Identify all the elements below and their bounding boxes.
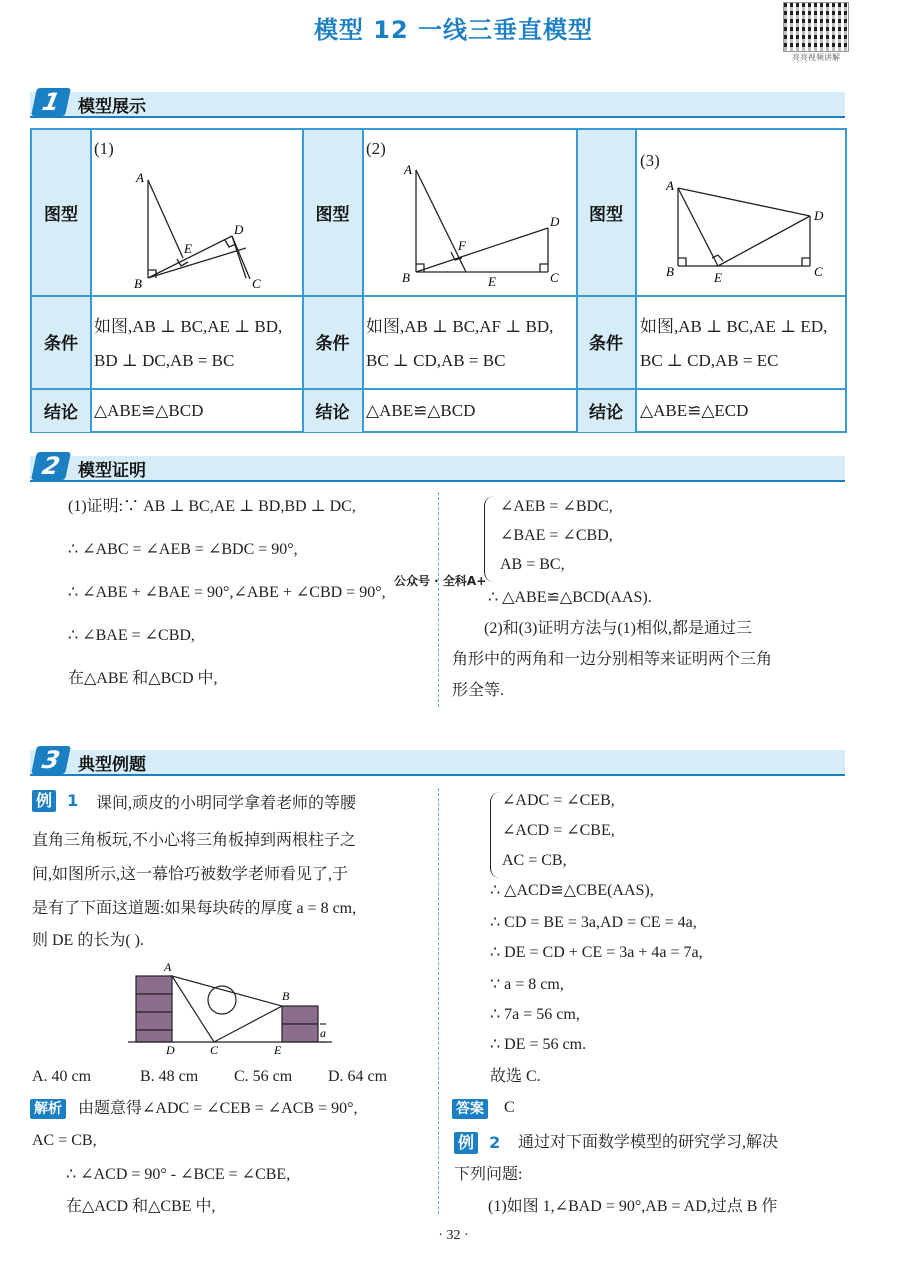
svg-text:C: C <box>210 1043 219 1057</box>
row-label-condition: 条件 <box>32 295 90 388</box>
svg-text:B: B <box>134 276 142 290</box>
section-2-bar <box>30 456 845 482</box>
analysis-line: ∴ ∠ACD = 90° - ∠BCE = ∠CBE, <box>66 1166 291 1183</box>
condition-3-line-1: 如图,AB ⊥ BC,AE ⊥ ED, <box>640 317 828 336</box>
figure-2-tag: (2) <box>366 139 386 158</box>
proof-line: 角形中的两角和一边分别相等来证明两个三角 <box>452 651 773 668</box>
column-divider-2 <box>438 788 439 1214</box>
svg-text:A: A <box>666 178 674 193</box>
option-d: D. 64 cm <box>328 1068 388 1085</box>
row-label-figure-2: 图型 <box>303 130 362 295</box>
svg-text:C: C <box>252 276 261 290</box>
option-a: A. 40 cm <box>32 1068 92 1085</box>
figure-2-diagram <box>396 160 571 290</box>
svg-text:E: E <box>714 270 722 285</box>
svg-text:A: A <box>164 960 172 974</box>
conclusion-1: △ABE≌△BCD <box>94 401 204 420</box>
column-divider <box>438 492 439 707</box>
proof-line: (2)和(3)证明方法与(1)相似,都是通过三 <box>484 620 752 637</box>
figure-1-diagram <box>128 160 278 290</box>
example-line: 课间,顽皮的小明同学拿着老师的等腰 <box>96 795 357 812</box>
example-1-badge: 例 <box>32 790 56 812</box>
brace-line: ∠AEB = ∠BDC, <box>500 498 613 515</box>
example-2-line: 通过对下面数学模型的研究学习,解决 <box>518 1134 779 1151</box>
qr-code[interactable] <box>783 2 849 52</box>
proof-line: ∴ ∠ABE + ∠BAE = 90°,∠ABE + ∠CBD = 90°, <box>68 584 386 601</box>
row-label-conclusion-3: 结论 <box>577 388 635 432</box>
svg-text:D: D <box>814 208 824 223</box>
analysis-line: AC = CB, <box>32 1132 97 1149</box>
figure-3-tag: (3) <box>640 151 660 170</box>
svg-text:B: B <box>282 989 290 1003</box>
example-line: 间,如图所示,这一幕恰巧被数学老师看见了,于 <box>32 866 349 883</box>
analysis-badge: 解析 <box>30 1099 66 1119</box>
section-3-number: 3 <box>31 746 71 774</box>
brace-line: ∠ACD = ∠CBE, <box>502 822 615 839</box>
answer-value: C <box>504 1099 515 1116</box>
section-1-bar <box>30 92 845 118</box>
svg-text:B: B <box>402 270 410 285</box>
watermark: 公众号 · 全科A+ <box>394 574 487 588</box>
svg-text:B: B <box>666 264 674 279</box>
option-b: B. 48 cm <box>140 1068 199 1085</box>
example-line: 直角三角板玩,不小心将三角板掉到两根柱子之 <box>32 832 357 849</box>
svg-text:E: E <box>184 241 192 256</box>
proof-line: ∴ ∠ABC = ∠AEB = ∠BDC = 90°, <box>68 541 298 558</box>
brace-line: AB = BC, <box>500 556 565 573</box>
section-1-number: 1 <box>31 88 71 116</box>
answer-badge: 答案 <box>452 1099 488 1119</box>
row-label-conclusion-2: 结论 <box>303 388 362 432</box>
svg-text:D: D <box>550 214 560 229</box>
condition-1-line-1: 如图,AB ⊥ BC,AE ⊥ BD, <box>94 317 283 336</box>
page-title: 模型 12 一线三垂直模型 <box>313 16 594 44</box>
condition-2-line-1: 如图,AB ⊥ BC,AF ⊥ BD, <box>366 317 554 336</box>
condition-1-line-2: BD ⊥ DC,AB = BC <box>94 351 235 370</box>
conclusion-3: △ABE≌△ECD <box>640 401 749 420</box>
example-2-badge: 例 <box>454 1132 478 1154</box>
solution-line: 故选 C. <box>490 1068 541 1085</box>
row-label-condition-2: 条件 <box>303 295 362 388</box>
svg-text:C: C <box>814 264 823 279</box>
brace-line: AC = CB, <box>502 852 567 869</box>
brick-figure <box>126 958 342 1058</box>
analysis-line: 在△ACD 和△CBE 中, <box>66 1198 216 1215</box>
condition-3-line-2: BC ⊥ CD,AB = EC <box>640 351 779 370</box>
row-label-conclusion: 结论 <box>32 388 90 432</box>
proof-line: ∴ ∠BAE = ∠CBD, <box>68 627 195 644</box>
solution-line: ∴ DE = 56 cm. <box>490 1036 587 1053</box>
example-1-number: 1 <box>67 791 79 810</box>
model-table <box>30 128 847 433</box>
brace-line: ∠ADC = ∠CEB, <box>502 792 615 809</box>
example-2-line: (1)如图 1,∠BAD = 90°,AB = AD,过点 B 作 <box>488 1198 778 1215</box>
section-2-title: 模型证明 <box>78 461 146 481</box>
row-label-condition-3: 条件 <box>577 295 635 388</box>
example-line: 则 DE 的长为( ). <box>32 932 144 949</box>
solution-line: ∴ CD = BE = 3a,AD = CE = 4a, <box>490 914 697 931</box>
proof-line: ∴ △ABE≌△BCD(AAS). <box>488 589 652 606</box>
svg-text:A: A <box>404 162 412 177</box>
svg-text:F: F <box>458 238 466 253</box>
brace <box>484 496 497 582</box>
solution-line: ∴ △ACD≌△CBE(AAS), <box>490 882 654 899</box>
option-c: C. 56 cm <box>234 1068 293 1085</box>
svg-text:D: D <box>166 1043 175 1057</box>
svg-text:E: E <box>488 274 496 289</box>
page-number: · 32 · <box>438 1228 469 1243</box>
figure-3-diagram <box>658 176 843 291</box>
qr-caption: 亮亮视频讲解 <box>792 53 840 62</box>
svg-text:D: D <box>234 222 244 237</box>
svg-text:E: E <box>274 1043 282 1057</box>
example-2-number: 2 <box>489 1133 501 1152</box>
section-2-number: 2 <box>31 452 71 480</box>
example-line: 是有了下面这道题:如果每块砖的厚度 a = 8 cm, <box>32 900 357 917</box>
section-3-bar <box>30 750 845 776</box>
condition-2-line-2: BC ⊥ CD,AB = BC <box>366 351 506 370</box>
brace-line: ∠BAE = ∠CBD, <box>500 527 613 544</box>
section-1-title: 模型展示 <box>78 97 146 117</box>
section-3-title: 典型例题 <box>78 755 146 775</box>
example-2-line: 下列问题: <box>454 1166 523 1183</box>
proof-line: 在△ABE 和△BCD 中, <box>68 670 218 687</box>
solution-line: ∴ 7a = 56 cm, <box>490 1006 580 1023</box>
figure-1-tag: (1) <box>94 139 114 158</box>
analysis-line: 由题意得∠ADC = ∠CEB = ∠ACB = 90°, <box>78 1100 358 1117</box>
row-label-figure: 图型 <box>32 130 90 295</box>
svg-text:A: A <box>136 170 144 185</box>
conclusion-2: △ABE≌△BCD <box>366 401 476 420</box>
svg-text:a: a <box>320 1026 326 1040</box>
row-label-figure-3: 图型 <box>577 130 635 295</box>
svg-text:C: C <box>550 270 559 285</box>
solution-line: ∴ DE = CD + CE = 3a + 4a = 7a, <box>490 944 703 961</box>
proof-line: (1)证明:∵ AB ⊥ BC,AE ⊥ BD,BD ⊥ DC, <box>68 498 356 515</box>
solution-line: ∵ a = 8 cm, <box>490 976 564 993</box>
proof-line: 形全等. <box>452 682 505 699</box>
